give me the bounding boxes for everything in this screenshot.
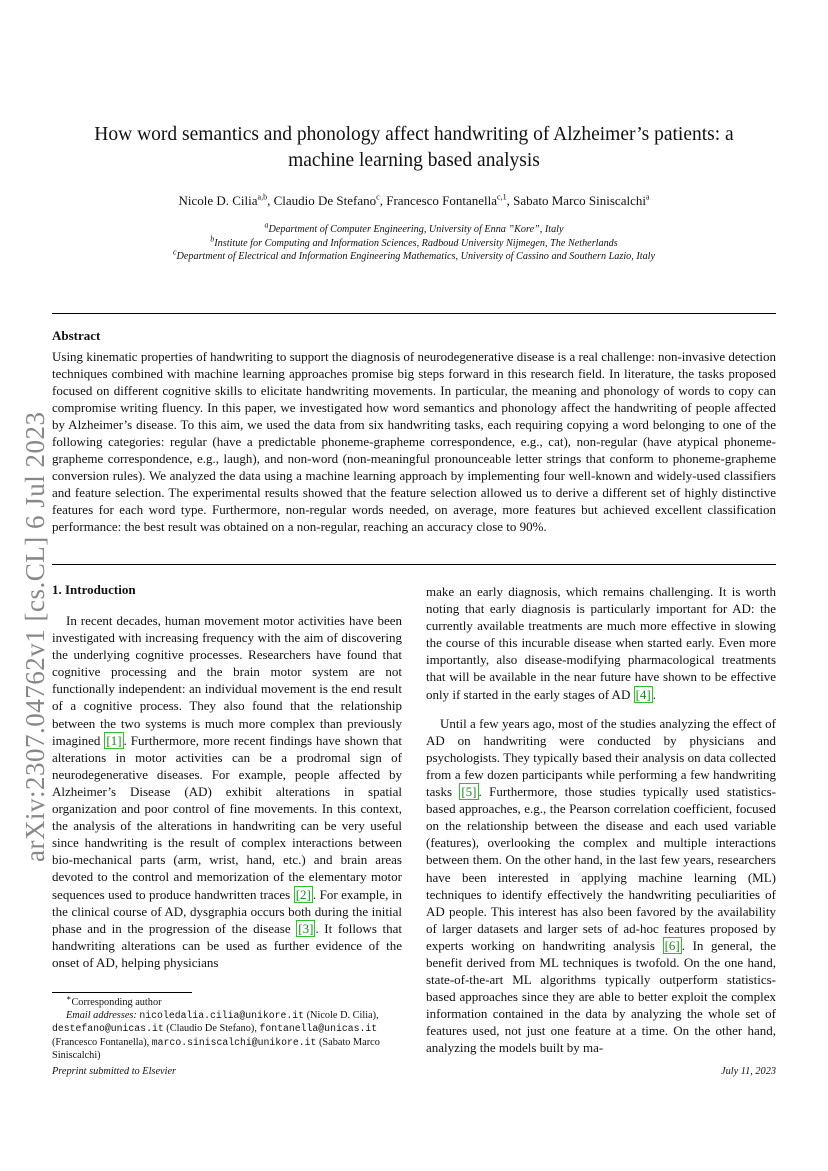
affiliation-a-text: Department of Computer Engineering, University of Enna ”Kore”, Italy: [268, 224, 564, 235]
text-run: . For example, in the clinical course of AD, dysgraphia occurs both during the initial phase and in the progression of the disease: [52, 886, 402, 936]
footnote-rule: [52, 992, 192, 993]
footnote-emails: [52, 1009, 402, 1062]
footnote-mark: ∗: [66, 993, 72, 1003]
footer-preprint: Preprint submitted to Elsevier: [52, 1066, 177, 1077]
affiliation-c-mark: c: [172, 247, 177, 257]
top-rule: [52, 313, 776, 314]
email-link[interactable]: marco.siniscalchi@unikore.it: [151, 1036, 317, 1048]
citation-link[interactable]: [4]: [635, 686, 651, 702]
column-left: [52, 612, 402, 971]
email-owner: (Sabato Marco Siniscalchi): [52, 1036, 380, 1061]
citation-link[interactable]: [6]: [664, 937, 680, 953]
footer-date: July 11, 2023: [721, 1066, 776, 1077]
affiliation-b-text: Institute for Computing and Information Sciences, Radboud University Nijmegen, The Netherlands: [214, 238, 618, 249]
intro-paragraph-1-cont: [426, 583, 776, 703]
affiliation-b-mark: b: [210, 234, 215, 244]
text-run: . It follows that handwriting alterations can be used as further evidence of the onset of AD, helping physicians: [52, 920, 402, 970]
author-3-sup: c,1: [497, 192, 507, 202]
affiliation-c: [60, 247, 768, 262]
affiliation-c-text: Department of Electrical and Information Engineering Mathematics, University of Cassino and Southern Lazio, Italy: [176, 251, 656, 262]
affiliation-b: [60, 234, 768, 249]
email-link[interactable]: nicoledalia.cilia@unikore.it: [139, 1010, 305, 1022]
column-right: [426, 583, 776, 1057]
author-list: Nicole D. Cilia$^{a,b}$, Claudio De Stefano$^c$, Francesco Fontanella$^{c,1}$, Sabato Marco Siniscalchi$^a$: [178, 192, 650, 208]
abstract-text: Using kinematic properties of handwriting to support the diagnosis of neurodegenerative disease is a real challenge: non-invasive detection techniques combined with machine learning approaches promise big steps forward in this research field. In literature, the tasks proposed focused on different cognitive skills to elicitate handwriting movements. In particular, the meaning and phonology of words to copy can compromise writing fluency. In this paper, we investigated how word semantics and phonology affect the handwriting of people affected by Alzheimer’s disease. To this aim, we used the data from six handwriting tasks, each requiring copying a word belonging to one of the following categories: regular (have a predictable phoneme-grapheme correspondence, e.g., cat), non-regular (have atypical phoneme-grapheme correspondence, e.g., laugh), and non-word (non-meaningful pronounceable letter strings that conform to phoneme-grapheme conversion rules). We analyzed the data using a machine learning approach by implementing four well-known and widely-used classifiers and feature selection. The experimental results showed that the feature selection allowed us to derive a different set of highly distinctive features for each word type. Furthermore, non-regular words needed, on average, more features but achieved excellent classification performance: the best result was obtained on a non-regular, reaching an accuracy close to 90%.: [52, 349, 776, 534]
paper-title: How word semantics and phonology affect handwriting of Alzheimer’s patients: a machine learning based analysis: [94, 124, 734, 171]
email-link[interactable]: fontanella@unicas.it: [259, 1023, 378, 1035]
footnote: [52, 993, 402, 1062]
citation-link[interactable]: [5]: [461, 784, 477, 800]
author-1-sup: a,b: [257, 192, 268, 202]
intro-paragraph-1: [52, 612, 402, 971]
footnote-corresponding: [52, 993, 402, 1009]
abstract-heading: Abstract: [52, 328, 101, 343]
email-owner: (Nicole D. Cilia),: [306, 1010, 379, 1022]
text-run: . Furthermore, those studies typically used statistics-based approaches, e.g., the Pearson correlation coefficient, focused on the relationship between the disease and each used variable (features), overlooking the complex and multiple interactions between them. On the other hand, in the last few years, researchers have been interested in applying machine learning (ML) techniques to identify effectively the handwriting peculiarities of AD people. This interest has also been favored by the availability of larger datasets and larger sets of ad-hoc features proposed by experts working on handwriting analysis: [426, 784, 776, 953]
author-2: Claudio De Stefano: [273, 193, 377, 208]
text-run: In recent decades, human movement motor activities have been investigated with increasing frequency with the aim of discovering the underlying cognitive processes. Researchers have found that cognitive processing and the brain motor system are not functionally independent: an individual movement is the end result of a cognitive process. They also found that the relationship between the two systems is much more complex than previously imagined: [52, 613, 402, 748]
affiliation-a: [60, 220, 768, 235]
email-owner: (Claudio De Stefano),: [166, 1023, 257, 1035]
citation-link[interactable]: [2]: [295, 886, 311, 902]
abstract-bottom-rule: [52, 564, 776, 565]
author-2-sup: c: [376, 192, 380, 202]
arxiv-stamp: arXiv:2307.04762v1 [cs.CL] 6 Jul 2023: [20, 411, 50, 862]
text-run: . In general, the benefit derived from ML techniques is twofold. On the one hand, state-of-the-art ML algorithms typically outperform statistics-based approaches since they are able to better exploit the complex information contained in the data by analyzing the whole set of features used, not just one feature at a time. On the other hand, analyzing the models built by ma-: [426, 937, 776, 1056]
text-run: make an early diagnosis, which remains challenging. It is worth noting that early diagnosis is particularly important for AD: the currently available treatments are much more effective in slowing the course of this incurable disease when started early. Even more importantly, also disease-modifying pharmacological treatments that will be available in the near future have shown to be effective only if started in the early stages of AD: [426, 584, 776, 702]
email-label: Email addresses:: [66, 1010, 137, 1022]
text-run: .: [652, 686, 657, 702]
text-run: . Furthermore, more recent findings have shown that alterations in motor activities can be a prodromal sign of neurodegenerative diseases. For example, people affected by Alzheimer’s Disease (AD) exhibit alterations in spatial organization and poor control of fine movements. In this context, the analysis of the alterations in handwriting can be very useful since handwriting is the result of complex interactions between bio-mechanical parts (arm, wrist, hand, etc.) and brain areas devoted to the control and memorization of the elementary motor sequences used to produce handwritten traces: [52, 732, 402, 902]
email-link[interactable]: destefano@unicas.it: [52, 1023, 164, 1035]
footnote-corresponding-text: Corresponding author: [71, 997, 162, 1008]
author-4: Sabato Marco Siniscalchi: [513, 193, 646, 208]
citation-link[interactable]: [3]: [298, 920, 314, 936]
affiliation-a-mark: a: [264, 220, 269, 230]
text-run: Until a few years ago, most of the studies analyzing the effect of AD on handwriting were conducted by physicians and psychologists. They typically based their analysis on data collected from a few dozen participants while performing a few handwriting tasks: [426, 715, 776, 800]
intro-paragraph-2: [426, 715, 776, 1057]
email-owner: (Francesco Fontanella),: [52, 1036, 150, 1048]
author-1: Nicole D. Cilia: [178, 193, 258, 208]
author-3: Francesco Fontanella: [386, 193, 498, 208]
citation-link[interactable]: [1]: [106, 732, 122, 748]
section-heading: 1. Introduction: [52, 582, 136, 597]
author-4-sup: a: [645, 192, 650, 202]
